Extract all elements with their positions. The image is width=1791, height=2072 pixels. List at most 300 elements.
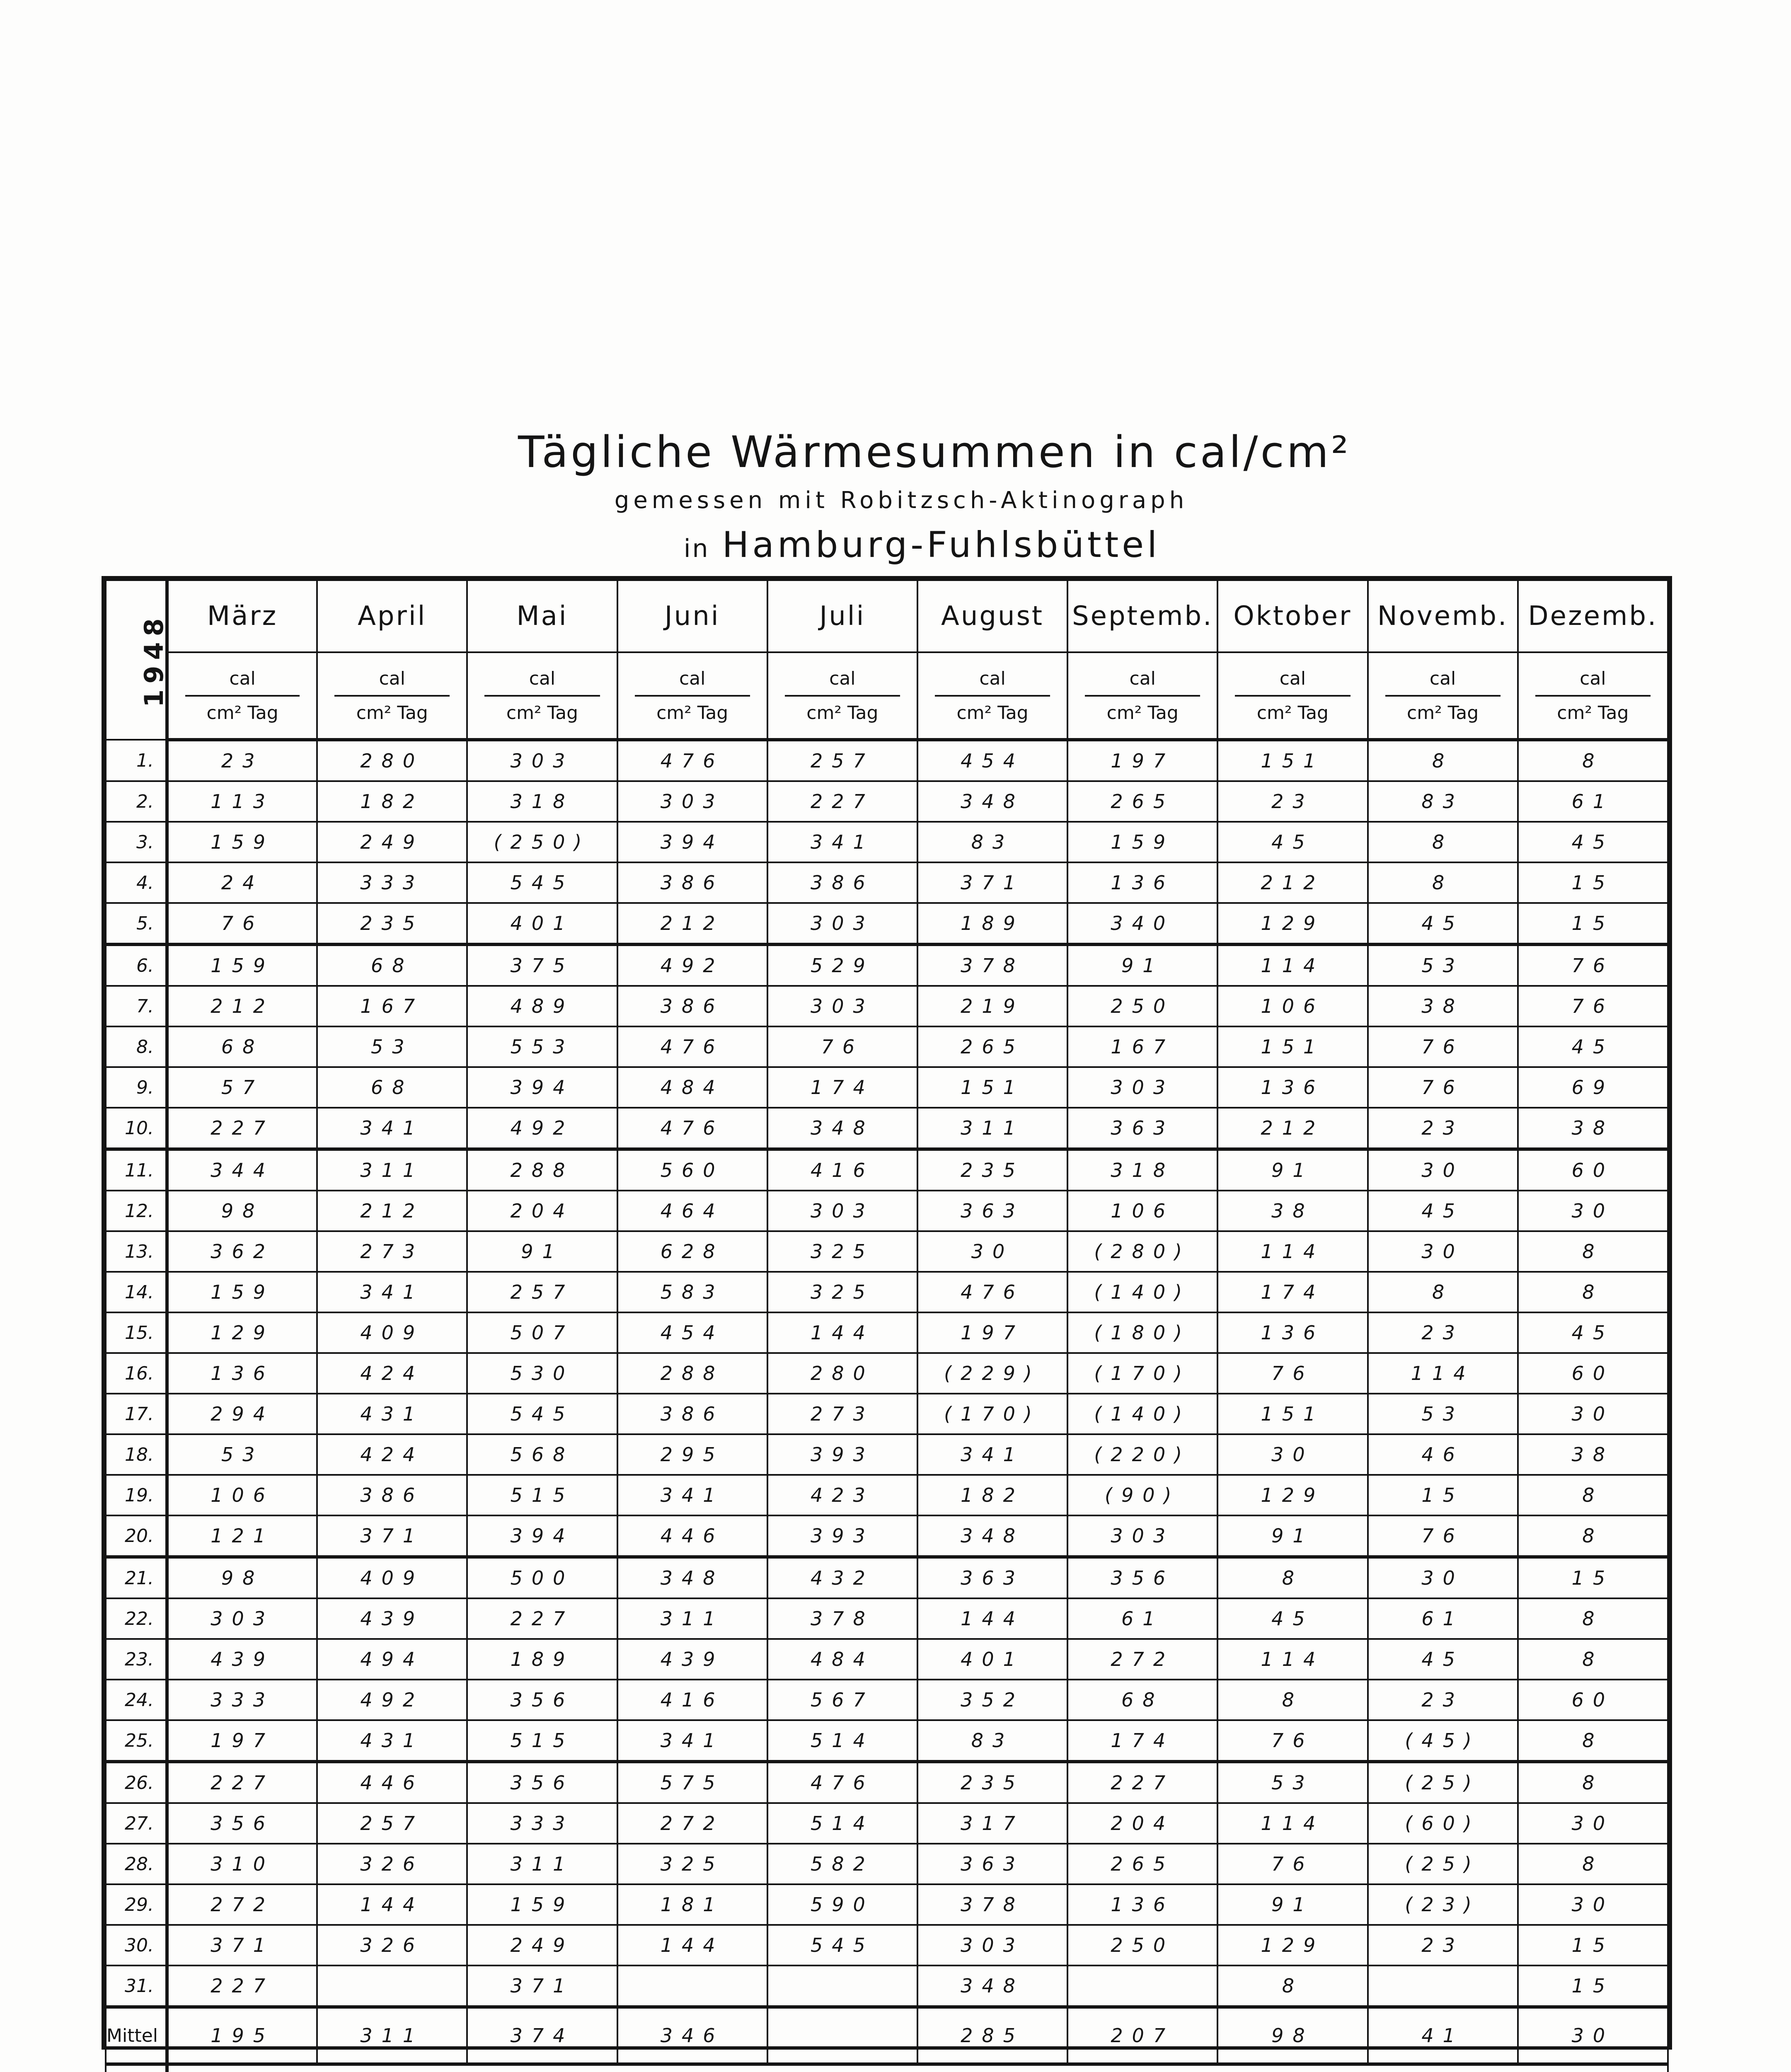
unit-denominator: cm² Tag <box>1407 702 1479 724</box>
value-cell: 83 <box>1368 781 1518 822</box>
value-cell: 265 <box>1067 781 1217 822</box>
value-cell: 348 <box>917 781 1067 822</box>
value-cell: 464 <box>617 1191 767 1231</box>
value-cell: 257 <box>317 1803 467 1844</box>
value-cell: (90) <box>1067 1475 1217 1515</box>
day-label: 20. <box>106 1515 167 1557</box>
value-cell: 212 <box>167 986 317 1026</box>
value-cell: 53 <box>317 1026 467 1067</box>
value-cell: 303 <box>617 781 767 822</box>
value-cell: 476 <box>617 740 767 781</box>
value-cell: 325 <box>767 1231 917 1272</box>
value-cell: 8 <box>1518 1720 1668 1762</box>
value-cell: 227 <box>167 1965 317 2007</box>
value-cell: 272 <box>617 1803 767 1844</box>
value-cell: 30 <box>1518 1803 1668 1844</box>
mean-value-cell <box>767 2007 917 2064</box>
value-cell: 159 <box>167 822 317 862</box>
value-cell: 106 <box>1067 1191 1217 1231</box>
value-cell: 311 <box>317 1149 467 1191</box>
value-cell: 553 <box>467 1026 617 1067</box>
value-cell: 30 <box>1518 1191 1668 1231</box>
value-cell: 76 <box>1518 986 1668 1026</box>
value-cell: 303 <box>917 1925 1067 1965</box>
mean-value-cell: 195 <box>167 2007 317 2064</box>
value-cell: 530 <box>467 1353 617 1394</box>
value-cell: 333 <box>317 862 467 903</box>
value-cell: 98 <box>167 1557 317 1598</box>
value-cell: 159 <box>467 1884 617 1925</box>
day-label: 25. <box>106 1720 167 1762</box>
value-cell: 76 <box>167 903 317 944</box>
value-cell: 197 <box>167 1720 317 1762</box>
value-cell: 439 <box>317 1598 467 1639</box>
value-cell: 76 <box>1368 1515 1518 1557</box>
value-cell: 386 <box>617 1394 767 1434</box>
value-cell: 318 <box>1067 1149 1217 1191</box>
value-cell: 114 <box>1217 944 1367 986</box>
value-cell: 273 <box>317 1231 467 1272</box>
value-cell: 431 <box>317 1394 467 1434</box>
value-cell: 295 <box>617 1434 767 1475</box>
value-cell: 38 <box>1368 986 1518 1026</box>
value-cell: 23 <box>1217 781 1367 822</box>
value-cell: 8 <box>1217 1557 1367 1598</box>
value-cell: 76 <box>1217 1720 1367 1762</box>
unit-denominator: cm² Tag <box>656 702 729 724</box>
unit-header-row <box>106 652 1668 740</box>
year-label: 1948 <box>138 612 169 707</box>
unit-numerator: cal <box>935 668 1050 697</box>
value-cell: 144 <box>917 1598 1067 1639</box>
day-label: 19. <box>106 1475 167 1515</box>
value-cell: 91 <box>467 1231 617 1272</box>
value-cell: 24 <box>167 862 317 903</box>
value-cell: 61 <box>1518 781 1668 822</box>
value-cell: 227 <box>167 1108 317 1149</box>
value-cell: 91 <box>1217 1149 1367 1191</box>
mean-value-cell: 98 <box>1217 2007 1367 2064</box>
value-cell <box>317 1965 467 2007</box>
value-cell: 341 <box>317 1108 467 1149</box>
unit-numerator: cal <box>1535 668 1651 697</box>
value-cell: 303 <box>1067 1515 1217 1557</box>
value-cell: 106 <box>167 1475 317 1515</box>
value-cell: 212 <box>1217 1108 1367 1149</box>
table-row <box>106 1272 1668 1312</box>
value-cell: 439 <box>167 1639 317 1680</box>
mean-value-cell: 30 <box>1518 2007 1668 2064</box>
table-row <box>106 1515 1668 1557</box>
value-cell: 114 <box>1368 1353 1518 1394</box>
mean-value-cell: 311 <box>317 2007 467 2064</box>
value-cell: 45 <box>1368 1191 1518 1231</box>
value-cell: 30 <box>917 1231 1067 1272</box>
value-cell: (140) <box>1067 1394 1217 1434</box>
unit-denominator: cm² Tag <box>356 702 428 724</box>
value-cell: 394 <box>467 1515 617 1557</box>
year-header <box>106 580 167 740</box>
table-row <box>106 1884 1668 1925</box>
value-cell: 500 <box>467 1557 617 1598</box>
value-cell: 30 <box>1518 1884 1668 1925</box>
value-cell: 432 <box>767 1557 917 1598</box>
value-cell: 159 <box>167 1272 317 1312</box>
value-cell: 76 <box>1518 944 1668 986</box>
value-cell: 53 <box>1217 1762 1367 1803</box>
table-row <box>106 986 1668 1026</box>
value-cell: 311 <box>617 1598 767 1639</box>
month-header: April <box>317 580 467 652</box>
value-cell: 235 <box>917 1762 1067 1803</box>
value-cell: 378 <box>917 944 1067 986</box>
day-label: 13. <box>106 1231 167 1272</box>
table-row <box>106 822 1668 862</box>
value-cell: 23 <box>1368 1108 1518 1149</box>
value-cell: 476 <box>767 1762 917 1803</box>
value-cell: 197 <box>917 1312 1067 1353</box>
value-cell: 69 <box>1518 1067 1668 1108</box>
unit-header <box>1217 652 1367 740</box>
table-row <box>106 903 1668 944</box>
value-cell: 23 <box>1368 1925 1518 1965</box>
value-cell: 341 <box>767 822 917 862</box>
value-cell: 288 <box>617 1353 767 1394</box>
value-cell: 227 <box>467 1598 617 1639</box>
value-cell: 68 <box>167 1026 317 1067</box>
table-row <box>106 1720 1668 1762</box>
value-cell: (60) <box>1368 1803 1518 1844</box>
month-header: Septemb. <box>1067 580 1217 652</box>
value-cell: 273 <box>767 1394 917 1434</box>
value-cell: (250) <box>467 822 617 862</box>
unit-numerator: cal <box>785 668 900 697</box>
unit-numerator: cal <box>1385 668 1501 697</box>
unit-denominator: cm² Tag <box>506 702 578 724</box>
value-cell: 30 <box>1217 1434 1367 1475</box>
value-cell: 371 <box>167 1925 317 1965</box>
radiation-table <box>105 579 1669 2072</box>
value-cell: 492 <box>317 1680 467 1720</box>
value-cell: 325 <box>767 1272 917 1312</box>
table-row <box>106 1803 1668 1844</box>
value-cell: 151 <box>1217 1394 1367 1434</box>
value-cell: 159 <box>1067 822 1217 862</box>
day-label: 22. <box>106 1598 167 1639</box>
value-cell: 8 <box>1217 1965 1367 2007</box>
value-cell: 136 <box>1067 1884 1217 1925</box>
value-cell: 174 <box>1217 1272 1367 1312</box>
value-cell: 46 <box>1368 1434 1518 1475</box>
value-cell: 23 <box>1368 1680 1518 1720</box>
unit-header <box>1368 652 1518 740</box>
value-cell: 294 <box>167 1394 317 1434</box>
value-cell: (25) <box>1368 1762 1518 1803</box>
value-cell: 348 <box>767 1108 917 1149</box>
mean-value-cell: 346 <box>617 2007 767 2064</box>
value-cell: 15 <box>1518 1965 1668 2007</box>
unit-numerator: cal <box>1085 668 1200 697</box>
value-cell: 129 <box>1217 903 1367 944</box>
unit-header <box>167 652 317 740</box>
value-cell: 189 <box>917 903 1067 944</box>
value-cell: 515 <box>467 1720 617 1762</box>
unit-header <box>1067 652 1217 740</box>
document-title: Tägliche Wärmesummen in cal/cm² <box>518 427 1351 477</box>
unit-denominator: cm² Tag <box>1106 702 1179 724</box>
value-cell: 394 <box>467 1067 617 1108</box>
value-cell: 318 <box>467 781 617 822</box>
value-cell: 628 <box>617 1231 767 1272</box>
value-cell: 272 <box>1067 1639 1217 1680</box>
value-cell: 257 <box>767 740 917 781</box>
table-row <box>106 1191 1668 1231</box>
table-row <box>106 1680 1668 1720</box>
table-row <box>106 1925 1668 1965</box>
value-cell: 8 <box>1217 1680 1367 1720</box>
value-cell: 265 <box>917 1026 1067 1067</box>
value-cell: 424 <box>317 1434 467 1475</box>
value-cell: 363 <box>1067 1108 1217 1149</box>
table-row <box>106 1149 1668 1191</box>
value-cell: 144 <box>767 1312 917 1353</box>
day-label: 31. <box>106 1965 167 2007</box>
value-cell: 15 <box>1368 1475 1518 1515</box>
value-cell: 98 <box>167 1191 317 1231</box>
value-cell: 362 <box>167 1231 317 1272</box>
table-row <box>106 781 1668 822</box>
table-row <box>106 1108 1668 1149</box>
value-cell: 23 <box>167 740 317 781</box>
value-cell: 363 <box>917 1557 1067 1598</box>
table-row <box>106 1434 1668 1475</box>
unit-denominator: cm² Tag <box>206 702 278 724</box>
value-cell: 489 <box>467 986 617 1026</box>
value-cell: 476 <box>617 1108 767 1149</box>
month-header: Juni <box>617 580 767 652</box>
value-cell: 560 <box>617 1149 767 1191</box>
mean-value-cell: 374 <box>467 2007 617 2064</box>
day-label: 21. <box>106 1557 167 1598</box>
day-label: 1. <box>106 740 167 781</box>
day-label: 23. <box>106 1639 167 1680</box>
value-cell: 272 <box>167 1884 317 1925</box>
value-cell: (45) <box>1368 1720 1518 1762</box>
value-cell: 326 <box>317 1844 467 1884</box>
value-cell: 136 <box>1217 1312 1367 1353</box>
value-cell: (180) <box>1067 1312 1217 1353</box>
value-cell: 303 <box>767 986 917 1026</box>
value-cell: 151 <box>1217 1026 1367 1067</box>
value-cell: 341 <box>917 1434 1067 1475</box>
value-cell: 423 <box>767 1475 917 1515</box>
day-label: 29. <box>106 1884 167 1925</box>
value-cell: 76 <box>1368 1067 1518 1108</box>
value-cell: 375 <box>467 944 617 986</box>
value-cell: 38 <box>1518 1108 1668 1149</box>
value-cell: 492 <box>467 1108 617 1149</box>
day-label: 3. <box>106 822 167 862</box>
value-cell: 212 <box>617 903 767 944</box>
value-cell: 371 <box>467 1965 617 2007</box>
month-header: März <box>167 580 317 652</box>
table-row <box>106 1231 1668 1272</box>
unit-header <box>1518 652 1668 740</box>
value-cell: 15 <box>1518 1557 1668 1598</box>
value-cell: 106 <box>1217 986 1367 1026</box>
value-cell: 514 <box>767 1803 917 1844</box>
value-cell: 182 <box>317 781 467 822</box>
value-cell: 356 <box>467 1680 617 1720</box>
value-cell: 378 <box>917 1884 1067 1925</box>
value-cell: 144 <box>317 1884 467 1925</box>
value-cell: 583 <box>617 1272 767 1312</box>
value-cell: 151 <box>1217 740 1367 781</box>
value-cell: 91 <box>1217 1515 1367 1557</box>
value-cell: 8 <box>1368 1272 1518 1312</box>
value-cell: 61 <box>1067 1598 1217 1639</box>
value-cell: (170) <box>1067 1353 1217 1394</box>
table-row <box>106 1312 1668 1353</box>
value-cell: 136 <box>1067 862 1217 903</box>
value-cell: (25) <box>1368 1844 1518 1884</box>
mean-row <box>106 2007 1668 2064</box>
value-cell: 416 <box>617 1680 767 1720</box>
table-row <box>106 1475 1668 1515</box>
value-cell: 582 <box>767 1844 917 1884</box>
value-cell: 76 <box>1217 1844 1367 1884</box>
value-cell: 204 <box>467 1191 617 1231</box>
value-cell: 76 <box>767 1026 917 1067</box>
value-cell: 8 <box>1518 1515 1668 1557</box>
value-cell: 60 <box>1518 1680 1668 1720</box>
value-cell: 8 <box>1368 740 1518 781</box>
table-row <box>106 1762 1668 1803</box>
location-name: Hamburg-Fuhlsbüttel <box>722 524 1161 566</box>
value-cell: 446 <box>317 1762 467 1803</box>
value-cell: 227 <box>167 1762 317 1803</box>
unit-header <box>917 652 1067 740</box>
unit-denominator: cm² Tag <box>956 702 1029 724</box>
value-cell: 424 <box>317 1353 467 1394</box>
day-label: 2. <box>106 781 167 822</box>
value-cell: 114 <box>1217 1231 1367 1272</box>
value-cell: 23 <box>1368 1312 1518 1353</box>
value-cell: 114 <box>1217 1803 1367 1844</box>
table-row <box>106 944 1668 986</box>
value-cell: 371 <box>917 862 1067 903</box>
value-cell <box>767 1965 917 2007</box>
value-cell: 545 <box>467 1394 617 1434</box>
value-cell: 83 <box>917 1720 1067 1762</box>
day-label: 30. <box>106 1925 167 1965</box>
value-cell: 393 <box>767 1434 917 1475</box>
value-cell: 15 <box>1518 903 1668 944</box>
table-row <box>106 1598 1668 1639</box>
day-label: 24. <box>106 1680 167 1720</box>
value-cell: 68 <box>317 1067 467 1108</box>
value-cell: 356 <box>1067 1557 1217 1598</box>
value-cell: 310 <box>167 1844 317 1884</box>
unit-header <box>467 652 617 740</box>
day-label: 5. <box>106 903 167 944</box>
value-cell: 317 <box>917 1803 1067 1844</box>
mean-value-cell: 285 <box>917 2007 1067 2064</box>
day-label: 4. <box>106 862 167 903</box>
table-row <box>106 1026 1668 1067</box>
value-cell: 8 <box>1518 1272 1668 1312</box>
value-cell: 303 <box>167 1598 317 1639</box>
day-label: 11. <box>106 1149 167 1191</box>
value-cell: 159 <box>167 944 317 986</box>
value-cell: 53 <box>167 1434 317 1475</box>
value-cell: 8 <box>1518 1639 1668 1680</box>
day-label: 15. <box>106 1312 167 1353</box>
day-label: 17. <box>106 1394 167 1434</box>
value-cell: 341 <box>617 1720 767 1762</box>
value-cell: 167 <box>317 986 467 1026</box>
value-cell: 454 <box>917 740 1067 781</box>
value-cell: 492 <box>617 944 767 986</box>
value-cell: 545 <box>767 1925 917 1965</box>
mean-value-cell: 207 <box>1067 2007 1217 2064</box>
value-cell: 235 <box>317 903 467 944</box>
value-cell: 515 <box>467 1475 617 1515</box>
value-cell: 8 <box>1518 1762 1668 1803</box>
mean-label: Mittel <box>106 2007 167 2064</box>
value-cell: 416 <box>767 1149 917 1191</box>
value-cell: 341 <box>617 1475 767 1515</box>
value-cell: 409 <box>317 1312 467 1353</box>
value-cell <box>1368 1965 1518 2007</box>
mean-value-cell: 41 <box>1368 2007 1518 2064</box>
day-label: 14. <box>106 1272 167 1312</box>
unit-denominator: cm² Tag <box>1557 702 1629 724</box>
unit-numerator: cal <box>635 668 750 697</box>
table-row <box>106 1557 1668 1598</box>
value-cell: 280 <box>317 740 467 781</box>
value-cell: 250 <box>1067 1925 1217 1965</box>
note-blank-cell <box>106 2064 167 2072</box>
table-row <box>106 1844 1668 1884</box>
value-cell: 545 <box>467 862 617 903</box>
value-cell: 53 <box>1368 1394 1518 1434</box>
value-cell: 439 <box>617 1639 767 1680</box>
table-row <box>106 1394 1668 1434</box>
unit-header <box>617 652 767 740</box>
value-cell: 91 <box>1217 1884 1367 1925</box>
value-cell: 363 <box>917 1191 1067 1231</box>
unit-denominator: cm² Tag <box>1256 702 1329 724</box>
table-row <box>106 1353 1668 1394</box>
month-header: Oktober <box>1217 580 1367 652</box>
value-cell: (23) <box>1368 1884 1518 1925</box>
value-cell: 30 <box>1518 1394 1668 1434</box>
unit-numerator: cal <box>334 668 450 697</box>
value-cell: 356 <box>467 1762 617 1803</box>
value-cell: 227 <box>767 781 917 822</box>
value-cell: 340 <box>1067 903 1217 944</box>
value-cell: 197 <box>1067 740 1217 781</box>
value-cell: 568 <box>467 1434 617 1475</box>
value-cell: 393 <box>767 1515 917 1557</box>
value-cell: 8 <box>1518 1231 1668 1272</box>
value-cell: 378 <box>767 1598 917 1639</box>
month-header: Dezemb. <box>1518 580 1668 652</box>
document-subtitle: gemessen mit Robitzsch-Aktinograph <box>614 487 1188 514</box>
value-cell: 303 <box>767 903 917 944</box>
value-cell: 38 <box>1518 1434 1668 1475</box>
